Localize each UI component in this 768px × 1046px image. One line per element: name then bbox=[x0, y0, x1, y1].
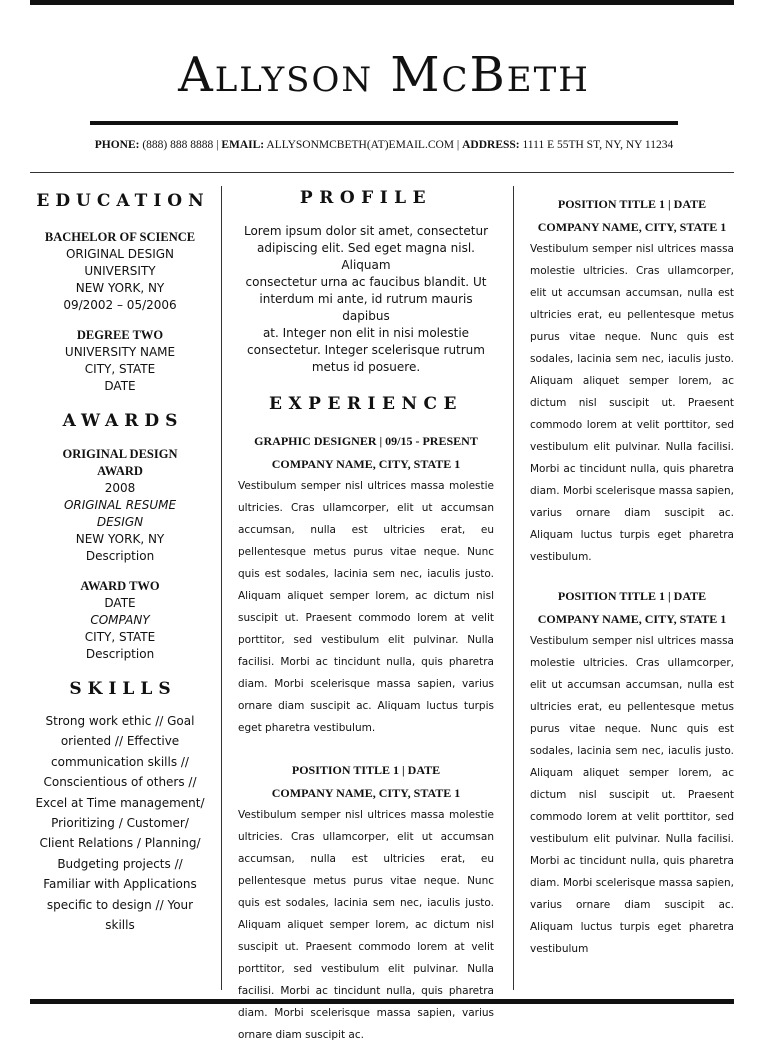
degree-title: DEGREE TWO bbox=[76, 328, 164, 342]
education-entry bbox=[30, 327, 210, 395]
phone-value: (888) 888 8888 bbox=[142, 139, 214, 151]
school-line: UNIVERSITY NAME bbox=[64, 345, 176, 359]
skills-line: skills bbox=[105, 918, 135, 933]
contact-divider-rule bbox=[30, 172, 734, 173]
award-description: Description bbox=[85, 647, 155, 661]
job-description: Vestibulum semper nisl ultrices massa molestie ultricies. Cras ullamcorper, elit ut accumsan accumsan, nulla est ultricies erat, eu pellentesque metus purus vitae neque. Nunc quis est sodales, lacinia sem nec, iaculis justo. Aliquam aliquet semper lorem, ac dictum nisl suscipit ut. Praesent commodo lorem at velit porttitor, sed vestibulum elit pulvinar. Nulla facilisi. Morbi ac tincidunt nulla, quis pharetra diam. Morbi scelerisque massa sapien, varius ornare diam suscipit ac. Aliquam luctus turpis eget pharetra vestibulum. bbox=[238, 480, 494, 734]
profile-line: interdum mi ante, id rutrum mauris dapibus bbox=[259, 292, 473, 323]
school-line: ORIGINAL DESIGN bbox=[65, 247, 175, 261]
job-company: COMPANY NAME, CITY, STATE 1 bbox=[537, 220, 727, 234]
skills-line: Familiar with Applications bbox=[43, 877, 197, 892]
award-title: AWARD bbox=[97, 464, 143, 478]
award-description: Description bbox=[85, 549, 155, 563]
experience-heading: EXPERIENCE bbox=[269, 394, 463, 414]
skills-line: Client Relations / Planning/ bbox=[39, 836, 201, 851]
degree-title: BACHELOR OF SCIENCE bbox=[44, 230, 196, 244]
profile-line: consectetur. Integer scelerisque rutrum bbox=[247, 343, 485, 357]
job-entry bbox=[530, 586, 734, 960]
left-column bbox=[30, 188, 210, 935]
job-entry bbox=[238, 431, 494, 739]
resume-name: Allyson McBeth bbox=[178, 47, 590, 103]
middle-column bbox=[238, 188, 494, 1046]
address-label: ADDRESS: bbox=[462, 139, 520, 151]
profile-line: at. Integer non elit in nisi molestie bbox=[262, 326, 470, 340]
school-line: UNIVERSITY bbox=[84, 264, 156, 278]
top-border-rule bbox=[30, 0, 734, 5]
date-line: 09/2002 – 05/2006 bbox=[63, 298, 177, 312]
right-column bbox=[530, 188, 734, 960]
phone-label: PHONE: bbox=[94, 139, 140, 151]
location-line: CITY, STATE bbox=[84, 362, 156, 376]
award-entry bbox=[30, 446, 210, 565]
skills-line: Conscientious of others // bbox=[43, 775, 197, 790]
job-company: COMPANY NAME, CITY, STATE 1 bbox=[271, 786, 461, 800]
award-title: AWARD TWO bbox=[80, 579, 160, 593]
award-year: 2008 bbox=[104, 481, 136, 495]
awards-heading: AWARDS bbox=[62, 411, 184, 431]
skills-line: communication skills // bbox=[51, 754, 189, 769]
education-entry bbox=[30, 229, 210, 314]
profile-summary bbox=[238, 223, 494, 376]
award-entry bbox=[30, 578, 210, 663]
award-location: NEW YORK, NY bbox=[75, 532, 165, 546]
name-underline-rule bbox=[90, 121, 678, 125]
skills-line: Strong work ethic // Goal bbox=[45, 714, 195, 728]
job-company: COMPANY NAME, CITY, STATE 1 bbox=[271, 457, 461, 471]
award-title: ORIGINAL DESIGN bbox=[62, 447, 178, 461]
job-title: POSITION TITLE 1 | DATE bbox=[557, 197, 707, 211]
column-divider-left bbox=[221, 186, 222, 990]
job-description: Vestibulum semper nisl ultrices massa molestie ultricies. Cras ullamcorper, elit ut accumsan accumsan, nulla est ultricies erat, eu pellentesque metus purus vitae neque. Nunc quis est sodales, lacinia sem nec, iaculis justo. Aliquam aliquet semper lorem, ac dictum nisl suscipit ut. Praesent commodo lorem at velit porttitor, sed vestibulum elit pulvinar. Nulla facilisi. Morbi ac tincidunt nulla, quis pharetra diam. Morbi scelerisque massa sapien, varius ornare diam suscipit ac. Aliquam luctus turpis eget pharetra vestibulum bbox=[530, 635, 734, 955]
job-description: Vestibulum semper nisl ultrices massa molestie ultricies. Cras ullamcorper, elit ut accumsan accumsan, nulla est ultricies erat, eu pellentesque metus purus vitae neque. Nunc quis est sodales, lacinia sem nec, iaculis justo. Aliquam aliquet semper lorem, ac dictum nisl suscipit ut. Praesent commodo lorem at velit porttitor, sed vestibulum elit pulvinar. Nulla facilisi. Morbi ac tincidunt nulla, quis pharetra diam. Morbi scelerisque massa sapien, varius ornare diam suscipit ac. bbox=[238, 809, 494, 1041]
job-entry bbox=[530, 194, 734, 568]
profile-heading: PROFILE bbox=[299, 188, 433, 208]
profile-line: consectetur urna ac faucibus blandit. Ut bbox=[245, 275, 487, 289]
date-line: DATE bbox=[104, 379, 136, 393]
skills-line: specific to design // Your bbox=[46, 897, 194, 912]
email-label: EMAIL: bbox=[221, 139, 265, 151]
job-company: COMPANY NAME, CITY, STATE 1 bbox=[537, 612, 727, 626]
award-issuer: DESIGN bbox=[96, 515, 144, 529]
award-issuer: COMPANY bbox=[90, 613, 150, 627]
job-title: POSITION TITLE 1 | DATE bbox=[557, 589, 707, 603]
award-location: CITY, STATE bbox=[84, 630, 156, 644]
skills-line: Prioritizing / Customer/ bbox=[51, 816, 189, 831]
skills-list bbox=[30, 711, 210, 935]
skills-line: Excel at Time management/ bbox=[35, 795, 205, 810]
skills-line: oriented // Effective bbox=[60, 734, 180, 749]
contact-line bbox=[0, 139, 768, 151]
skills-heading: SKILLS bbox=[69, 679, 177, 699]
contact-separator: | bbox=[216, 139, 219, 151]
location-line: NEW YORK, NY bbox=[75, 281, 165, 295]
profile-line: adipiscing elit. Sed eget magna nisl. Aliquam bbox=[257, 241, 475, 272]
bottom-border-rule bbox=[30, 999, 734, 1004]
contact-separator: | bbox=[456, 139, 460, 151]
job-description: Vestibulum semper nisl ultrices massa molestie ultricies. Cras ullamcorper, elit ut accumsan accumsan, nulla est ultricies erat, eu pellentesque metus purus vitae neque. Nunc quis est sodales, lacinia sem nec, iaculis justo. Aliquam aliquet semper lorem, ac dictum nisl suscipit ut. Praesent commodo lorem at velit porttitor, sed vestibulum elit pulvinar. Nulla facilisi. Morbi ac tincidunt nulla, quis pharetra diam. Morbi scelerisque massa sapien, varius ornare diam suscipit ac. Aliquam luctus turpis eget pharetra vestibulum. bbox=[530, 243, 734, 563]
profile-line: Lorem ipsum dolor sit amet, consectetur bbox=[243, 224, 489, 238]
skills-line: Budgeting projects // bbox=[57, 856, 183, 871]
job-title: GRAPHIC DESIGNER | 09/15 - PRESENT bbox=[254, 434, 478, 448]
job-title: POSITION TITLE 1 | DATE bbox=[291, 763, 441, 777]
email-value: ALLYSONMCBETH(AT)EMAIL.COM bbox=[266, 139, 455, 151]
award-year: DATE bbox=[104, 596, 136, 610]
award-issuer: ORIGINAL RESUME bbox=[63, 498, 177, 512]
column-divider-right bbox=[513, 186, 514, 990]
profile-line: metus id posuere. bbox=[311, 360, 421, 374]
education-heading: EDUCATION bbox=[36, 191, 210, 211]
address-value: 1111 E 55TH ST, NY, NY 11234 bbox=[522, 139, 674, 151]
